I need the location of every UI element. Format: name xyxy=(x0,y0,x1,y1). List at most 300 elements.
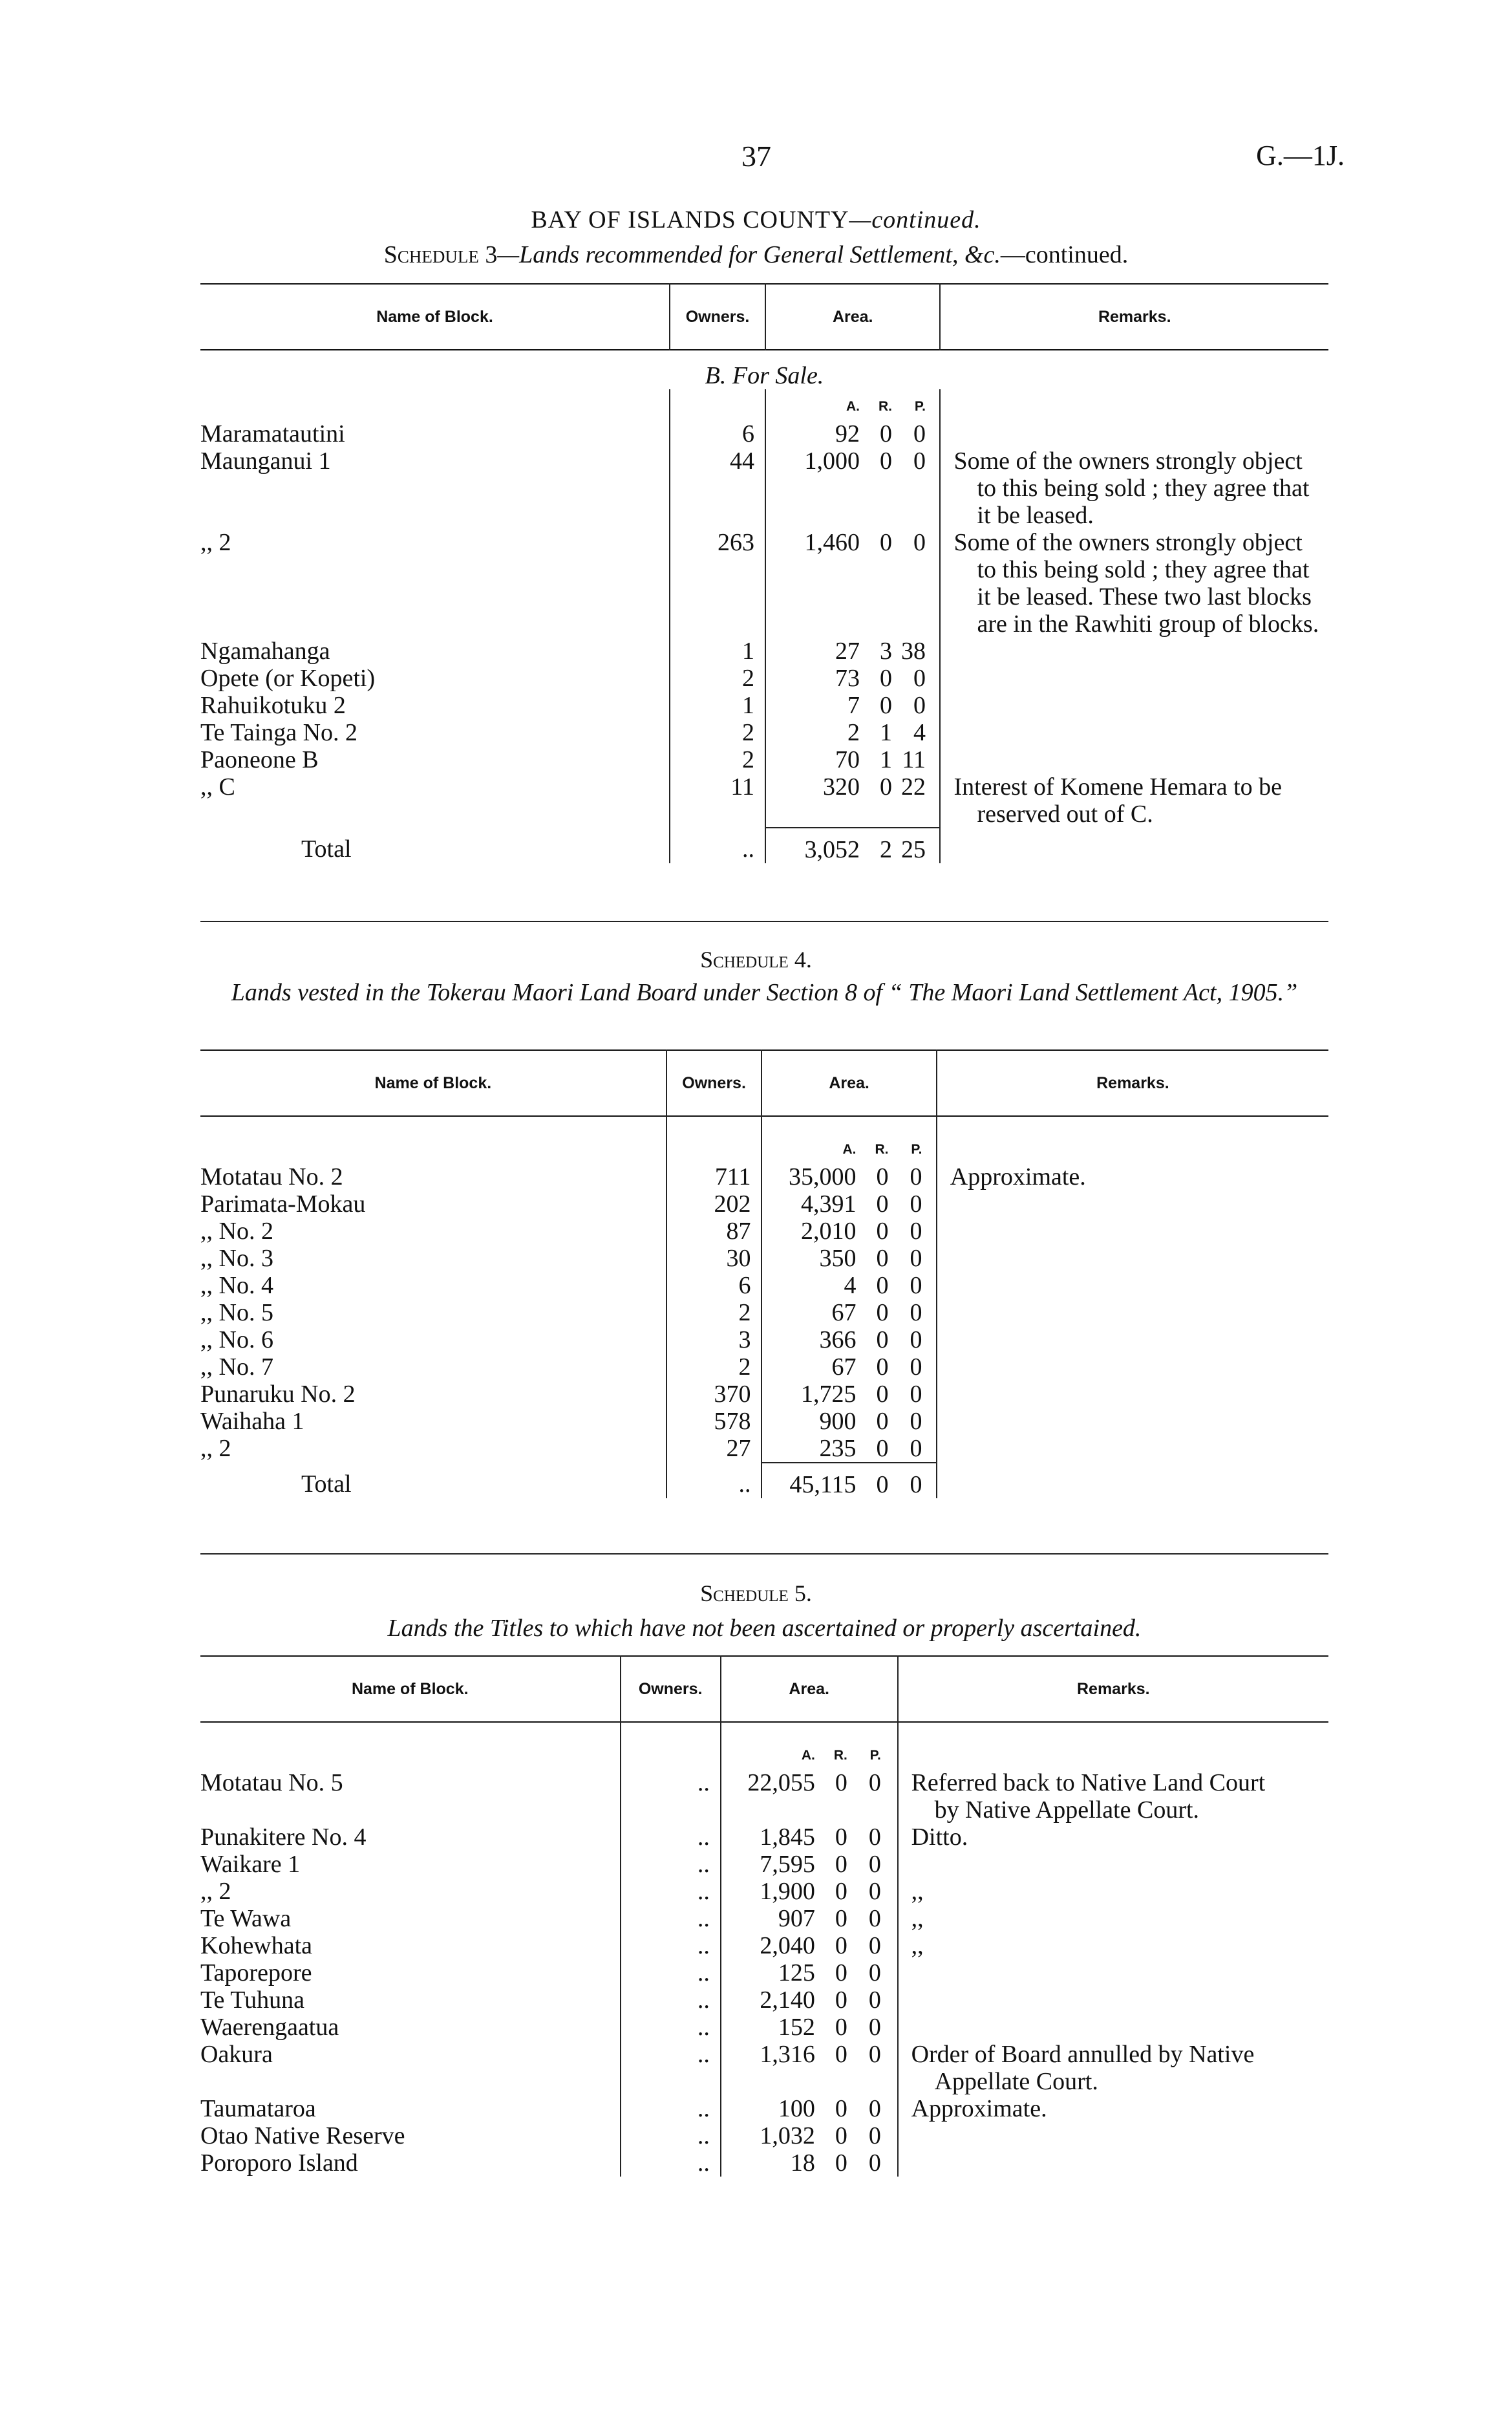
area-perches: 11 xyxy=(902,746,926,773)
owners-value: 6 xyxy=(670,420,765,447)
table-row xyxy=(200,447,1328,529)
area-perches: 0 xyxy=(868,1986,881,2014)
remarks xyxy=(937,1190,1328,1218)
col-remarks-header: Remarks. xyxy=(1077,1680,1150,1698)
area-acres: 1,900 xyxy=(760,1878,815,1905)
remarks xyxy=(937,1326,1328,1353)
area-roods: 0 xyxy=(876,1435,889,1462)
table-row xyxy=(200,1218,1328,1245)
area-value xyxy=(761,1245,936,1272)
block-name xyxy=(200,719,670,746)
area-perches: 0 xyxy=(910,1163,922,1190)
table-row xyxy=(200,719,1328,746)
area-roods: 0 xyxy=(876,1408,889,1435)
block-name-text: ,, 2 xyxy=(200,529,231,556)
area-acres: 2,010 xyxy=(800,1218,857,1245)
area-acres: 22,055 xyxy=(747,1769,815,1796)
remarks-line: ,, xyxy=(911,1878,924,1905)
table-row xyxy=(200,2149,1328,2177)
remarks xyxy=(898,2122,1328,2149)
area-acres: 27 xyxy=(835,638,860,665)
empty-cell xyxy=(200,1722,621,1769)
area-perches: 0 xyxy=(868,1824,881,1851)
block-name-text: Maramatautini xyxy=(200,420,345,447)
remarks xyxy=(898,1986,1328,2014)
area-acres: 1,316 xyxy=(760,2041,815,2068)
area-unit-label: P. xyxy=(914,399,926,414)
section-label xyxy=(200,350,1328,389)
area-perches: 0 xyxy=(868,2041,881,2068)
total-label-text: Total xyxy=(301,1470,352,1498)
block-name xyxy=(200,1245,666,1272)
schedule3-subtitle: —Lands recommended for General Settlement, &c. xyxy=(497,241,1001,268)
area-roods: 0 xyxy=(835,1905,847,1932)
block-name-text: Rahuikotuku 2 xyxy=(200,692,346,719)
area-acres: 7,595 xyxy=(760,1851,815,1878)
block-name-text: ,, 2 xyxy=(200,1435,231,1462)
owners-value: .. xyxy=(621,2041,721,2095)
remarks xyxy=(898,1932,1328,1959)
empty-cell xyxy=(670,389,765,420)
table-row xyxy=(200,1905,1328,1932)
table-row xyxy=(200,1299,1328,1326)
block-name-text: ,, C xyxy=(200,773,235,801)
col-remarks-header: Remarks. xyxy=(1096,1074,1169,1092)
area-value xyxy=(761,1381,936,1408)
area-perches: 0 xyxy=(868,1932,881,1959)
block-name-text: Te Tuhuna xyxy=(200,1986,304,2014)
owners-value: .. xyxy=(621,1959,721,1986)
area-value xyxy=(761,1408,936,1435)
col-owners-header: Owners. xyxy=(621,1656,721,1722)
area-roods: 0 xyxy=(876,1190,889,1218)
block-name-text: Punaruku No. 2 xyxy=(200,1381,356,1408)
area-perches: 0 xyxy=(868,1959,881,1986)
area-roods: 0 xyxy=(835,2095,847,2122)
owners-value: 27 xyxy=(666,1435,762,1463)
area-roods: 0 xyxy=(880,773,893,801)
owners-value: 30 xyxy=(666,1245,762,1272)
block-name-text: Kohewhata xyxy=(200,1932,313,1959)
block-name-text: Punakitere No. 4 xyxy=(200,1824,367,1851)
col-area-header: Area. xyxy=(721,1656,898,1722)
area-value xyxy=(721,2041,898,2095)
total-roods: 0 xyxy=(876,1471,889,1498)
owners-value: 3 xyxy=(666,1326,762,1353)
block-name-text: Te Tainga No. 2 xyxy=(200,719,358,746)
schedule5-title: Schedule 5. xyxy=(700,1580,812,1606)
owners-value: .. xyxy=(621,1905,721,1932)
area-acres: 350 xyxy=(819,1245,857,1272)
block-name-text: Opete (or Kopeti) xyxy=(200,665,376,692)
area-acres: 70 xyxy=(835,746,860,773)
owners-value: 202 xyxy=(666,1190,762,1218)
empty-cell xyxy=(200,389,670,420)
remarks-line: reserved out of C. xyxy=(977,801,1153,828)
area-roods: 0 xyxy=(876,1163,889,1190)
block-name xyxy=(200,529,670,638)
area-roods: 0 xyxy=(835,1932,847,1959)
block-name-text: Motatau No. 5 xyxy=(200,1769,343,1796)
area-unit-label: R. xyxy=(833,1748,847,1763)
remarks-line: Ditto. xyxy=(911,1824,968,1851)
area-unit-label: R. xyxy=(878,399,893,414)
remarks xyxy=(898,1769,1328,1824)
owners-value: 578 xyxy=(666,1408,762,1435)
total-roods: 2 xyxy=(880,836,893,863)
col-owners-header: Owners. xyxy=(666,1050,762,1116)
area-acres: 1,000 xyxy=(804,447,860,475)
area-roods: 0 xyxy=(880,420,893,447)
owners-value: 1 xyxy=(670,638,765,665)
block-name xyxy=(200,1353,666,1381)
area-perches: 0 xyxy=(913,692,926,719)
block-name-text: ,, No. 6 xyxy=(200,1326,273,1353)
remarks xyxy=(898,2095,1328,2122)
table-row xyxy=(200,2014,1328,2041)
table-row xyxy=(200,692,1328,719)
area-value xyxy=(721,1851,898,1878)
block-name xyxy=(200,692,670,719)
area-value xyxy=(721,1932,898,1959)
owners-value: .. xyxy=(621,1851,721,1878)
block-name-text: Parimata-Mokau xyxy=(200,1190,366,1218)
block-name-text: Motatau No. 2 xyxy=(200,1163,343,1190)
area-units-row xyxy=(200,1722,1328,1769)
area-roods: 0 xyxy=(876,1218,889,1245)
table-row xyxy=(200,1190,1328,1218)
block-name xyxy=(200,1163,666,1190)
area-value xyxy=(765,746,940,773)
table-row xyxy=(200,1851,1328,1878)
block-name xyxy=(200,1299,666,1326)
area-value xyxy=(761,1435,936,1463)
remarks xyxy=(937,1163,1328,1190)
area-roods: 1 xyxy=(880,746,893,773)
remarks xyxy=(898,1905,1328,1932)
schedule4-title: Schedule 4. xyxy=(700,947,812,973)
table-row xyxy=(200,746,1328,773)
col-name-header: Name of Block. xyxy=(351,1680,469,1698)
table-row xyxy=(200,2041,1328,2095)
empty-cell xyxy=(200,1116,666,1163)
owners-value: .. xyxy=(621,2014,721,2041)
block-name xyxy=(200,1190,666,1218)
owners-value: .. xyxy=(621,1824,721,1851)
remarks xyxy=(898,2014,1328,2041)
area-acres: 2,040 xyxy=(760,1932,815,1959)
area-units xyxy=(721,1722,898,1769)
remarks xyxy=(937,1381,1328,1408)
block-name-text: Otao Native Reserve xyxy=(200,2122,405,2149)
area-value xyxy=(761,1326,936,1353)
block-name xyxy=(200,746,670,773)
remarks xyxy=(940,638,1328,665)
total-label-text: Total xyxy=(301,835,352,863)
block-name-text: ,, 2 xyxy=(200,1878,231,1905)
area-roods: 0 xyxy=(835,1824,847,1851)
owners-value: .. xyxy=(621,2122,721,2149)
block-name xyxy=(200,420,670,447)
area-acres: 92 xyxy=(835,420,860,447)
remarks xyxy=(898,1824,1328,1851)
area-roods: 0 xyxy=(835,2014,847,2041)
total-label xyxy=(200,828,670,863)
area-perches: 0 xyxy=(868,1905,881,1932)
area-perches: 0 xyxy=(910,1190,922,1218)
remarks-line: Interest of Komene Hemara to be xyxy=(953,773,1282,801)
area-roods: 0 xyxy=(835,1769,847,1796)
area-units-row xyxy=(200,1116,1328,1163)
area-roods: 0 xyxy=(880,665,893,692)
county-title-suffix: —continued. xyxy=(849,206,981,233)
table-row xyxy=(200,2122,1328,2149)
area-value xyxy=(765,420,940,447)
remarks xyxy=(940,447,1328,529)
remarks xyxy=(898,2041,1328,2095)
table-row xyxy=(200,1381,1328,1408)
area-perches: 0 xyxy=(910,1299,922,1326)
area-perches: 0 xyxy=(910,1435,922,1462)
area-acres: 67 xyxy=(831,1353,857,1381)
table-row xyxy=(200,1986,1328,2014)
block-name-text: ,, No. 4 xyxy=(200,1272,273,1299)
block-name-text: Taumataroa xyxy=(200,2095,316,2122)
col-name-header: Name of Block. xyxy=(376,308,493,326)
area-unit-label: A. xyxy=(846,399,860,414)
remarks-line: it be leased. xyxy=(977,502,1094,529)
area-perches: 0 xyxy=(913,529,926,556)
area-roods: 0 xyxy=(876,1272,889,1299)
area-acres: 2 xyxy=(847,719,860,746)
remarks-line: Referred back to Native Land Court xyxy=(911,1769,1266,1796)
area-value xyxy=(721,1824,898,1851)
remarks xyxy=(940,773,1328,828)
remarks xyxy=(937,1299,1328,1326)
area-acres: 67 xyxy=(831,1299,857,1326)
total-perches: 0 xyxy=(910,1471,922,1498)
area-value xyxy=(765,665,940,692)
table-row xyxy=(200,1932,1328,1959)
area-perches: 0 xyxy=(910,1218,922,1245)
remarks xyxy=(937,1408,1328,1435)
document-reference: G.—1J. xyxy=(1256,140,1345,171)
remarks-line: Some of the owners strongly object xyxy=(953,529,1303,556)
col-area-header: Area. xyxy=(765,284,940,350)
block-name xyxy=(200,1878,621,1905)
block-name xyxy=(200,2095,621,2122)
remarks-line: ,, xyxy=(911,1905,924,1932)
table-header-row xyxy=(200,1656,1328,1722)
owners-value: 263 xyxy=(670,529,765,638)
remarks xyxy=(898,2149,1328,2177)
remarks-line: are in the Rawhiti group of blocks. xyxy=(977,610,1319,638)
table-row xyxy=(200,1353,1328,1381)
block-name xyxy=(200,2149,621,2177)
remarks xyxy=(940,420,1328,447)
area-perches: 0 xyxy=(910,1408,922,1435)
empty-cell xyxy=(940,828,1328,863)
owners-value: .. xyxy=(621,1769,721,1824)
col-remarks-header: Remarks. xyxy=(1098,308,1171,326)
area-roods: 0 xyxy=(835,1959,847,1986)
table-row xyxy=(200,1163,1328,1190)
block-name xyxy=(200,2122,621,2149)
empty-cell xyxy=(937,1463,1328,1498)
remarks xyxy=(937,1353,1328,1381)
area-acres: 7 xyxy=(847,692,860,719)
table-header-row xyxy=(200,284,1328,350)
owners-value: 6 xyxy=(666,1272,762,1299)
block-name xyxy=(200,1218,666,1245)
remarks-line: it be leased. These two last blocks xyxy=(977,583,1312,610)
block-name-text: Waikare 1 xyxy=(200,1851,301,1878)
table-row xyxy=(200,2095,1328,2122)
table-header-row xyxy=(200,1050,1328,1116)
area-perches: 0 xyxy=(868,2014,881,2041)
owners-value: .. xyxy=(621,1986,721,2014)
block-name-text: ,, No. 7 xyxy=(200,1353,273,1381)
remarks-line: Order of Board annulled by Native xyxy=(911,2041,1255,2068)
table-row xyxy=(200,529,1328,638)
area-acres: 125 xyxy=(778,1959,815,1986)
area-acres: 4,391 xyxy=(800,1190,857,1218)
area-value xyxy=(721,1878,898,1905)
area-perches: 0 xyxy=(868,2122,881,2149)
area-roods: 0 xyxy=(876,1353,889,1381)
area-acres: 2,140 xyxy=(760,1986,815,2014)
block-name xyxy=(200,1905,621,1932)
block-name xyxy=(200,665,670,692)
owners-value: .. xyxy=(621,2149,721,2177)
remarks xyxy=(898,1851,1328,1878)
total-acres: 45,115 xyxy=(789,1471,857,1498)
county-title xyxy=(0,206,1512,234)
area-roods: 0 xyxy=(880,447,893,475)
area-value xyxy=(761,1353,936,1381)
area-value xyxy=(765,638,940,665)
block-name-text: Taporepore xyxy=(200,1959,312,1986)
area-roods: 0 xyxy=(876,1299,889,1326)
area-roods: 0 xyxy=(835,2041,847,2068)
area-roods: 0 xyxy=(880,692,893,719)
block-name-text: Poroporo Island xyxy=(200,2149,358,2177)
remarks xyxy=(937,1272,1328,1299)
table-row xyxy=(200,1272,1328,1299)
block-name xyxy=(200,1408,666,1435)
remarks-line: Approximate. xyxy=(911,2095,1047,2122)
block-name xyxy=(200,1769,621,1824)
area-acres: 73 xyxy=(835,665,860,692)
area-perches: 0 xyxy=(910,1381,922,1408)
owners-value: 2 xyxy=(670,665,765,692)
col-area-header: Area. xyxy=(761,1050,936,1116)
area-acres: 1,460 xyxy=(804,529,860,556)
area-value xyxy=(721,2122,898,2149)
area-unit-label: A. xyxy=(801,1748,815,1763)
owners-value: .. xyxy=(621,1932,721,1959)
remarks-line: to this being sold ; they agree that xyxy=(977,475,1310,502)
owners-value: 2 xyxy=(666,1299,762,1326)
area-perches: 0 xyxy=(910,1326,922,1353)
area-value xyxy=(721,1959,898,1986)
owners-value: 44 xyxy=(670,447,765,529)
area-perches: 0 xyxy=(910,1353,922,1381)
area-unit-label: P. xyxy=(869,1748,881,1763)
area-roods: 0 xyxy=(835,1851,847,1878)
area-value xyxy=(761,1272,936,1299)
area-units-row xyxy=(200,389,1328,420)
area-value xyxy=(721,2014,898,2041)
total-label xyxy=(200,1463,666,1498)
schedule4-bottom-rule xyxy=(200,1553,1328,1555)
area-roods: 0 xyxy=(876,1381,889,1408)
table-row xyxy=(200,1408,1328,1435)
empty-cell xyxy=(940,389,1328,420)
area-perches: 0 xyxy=(913,447,926,475)
remarks-line: Some of the owners strongly object xyxy=(953,447,1303,475)
col-name-header: Name of Block. xyxy=(374,1074,492,1092)
block-name-text: Waerengaatua xyxy=(200,2014,339,2041)
total-perches: 25 xyxy=(901,836,926,863)
total-area xyxy=(761,1463,936,1498)
empty-cell xyxy=(621,1722,721,1769)
empty-cell xyxy=(666,1116,762,1163)
block-name xyxy=(200,447,670,529)
remarks-line: to this being sold ; they agree that xyxy=(977,556,1310,583)
county-title-text: BAY OF ISLANDS COUNTY xyxy=(531,206,849,233)
table-row xyxy=(200,1435,1328,1463)
area-roods: 0 xyxy=(835,2149,847,2177)
area-value xyxy=(721,1986,898,2014)
owners-value: 11 xyxy=(670,773,765,828)
area-perches: 0 xyxy=(910,1272,922,1299)
remarks xyxy=(940,665,1328,692)
owners-value: 711 xyxy=(666,1163,762,1190)
area-acres: 907 xyxy=(778,1905,815,1932)
owners-value: .. xyxy=(621,1878,721,1905)
area-acres: 18 xyxy=(790,2149,815,2177)
remarks xyxy=(940,719,1328,746)
schedule4-table xyxy=(200,1049,1328,1498)
area-unit-label: A. xyxy=(842,1142,857,1157)
table-row xyxy=(200,420,1328,447)
table-row xyxy=(200,1769,1328,1824)
owners-value: 370 xyxy=(666,1381,762,1408)
total-acres: 3,052 xyxy=(804,836,860,863)
area-perches: 38 xyxy=(901,638,926,665)
remarks-line: by Native Appellate Court. xyxy=(934,1796,1200,1824)
block-name-text: Paoneone B xyxy=(200,746,319,773)
area-acres: 1,032 xyxy=(760,2122,815,2149)
remarks-line: Approximate. xyxy=(950,1163,1086,1190)
block-name xyxy=(200,773,670,828)
remarks xyxy=(937,1435,1328,1463)
area-acres: 100 xyxy=(778,2095,815,2122)
remarks xyxy=(937,1245,1328,1272)
area-perches: 0 xyxy=(913,665,926,692)
block-name-text: Waihaha 1 xyxy=(200,1408,304,1435)
area-value xyxy=(761,1299,936,1326)
area-value xyxy=(765,719,940,746)
area-perches: 22 xyxy=(901,773,926,801)
total-row xyxy=(200,1463,1328,1498)
owners-value: 2 xyxy=(670,746,765,773)
remarks xyxy=(940,746,1328,773)
section-row xyxy=(200,350,1328,389)
table-row xyxy=(200,773,1328,828)
area-value xyxy=(761,1190,936,1218)
